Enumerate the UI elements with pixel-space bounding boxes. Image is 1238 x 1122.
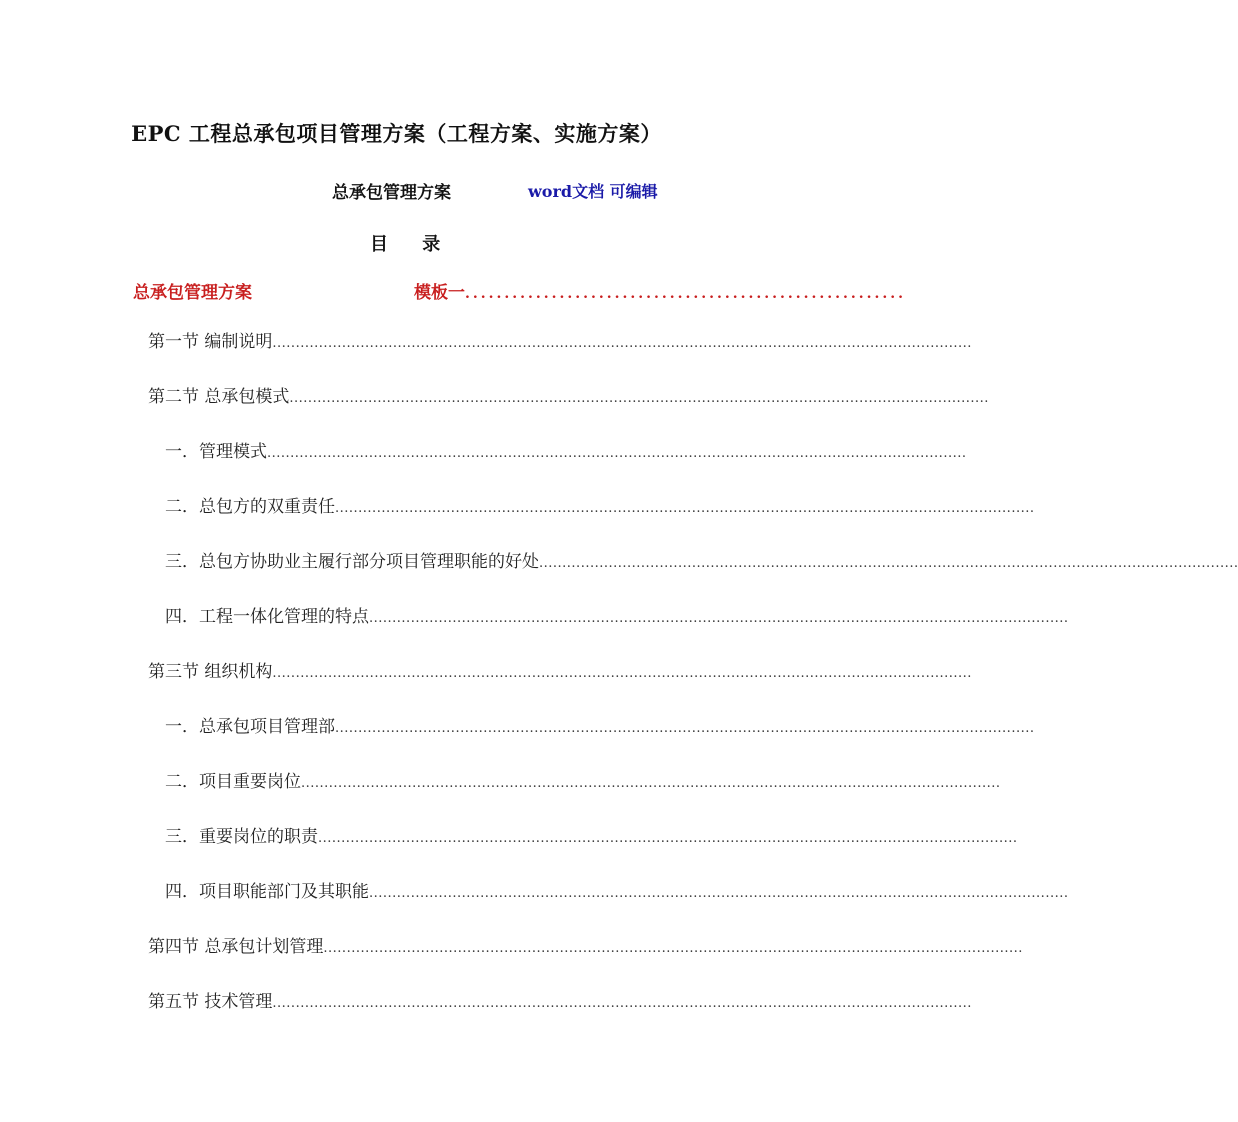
editable-word-tag: word文档 可编辑: [528, 182, 658, 201]
toc-entry-label: 一．总承包项目管理部: [165, 717, 335, 737]
toc-leader-dots: .......................................................................................................................................................: [335, 501, 1035, 516]
toc-leader-dots: .......................................................................................................................................................: [289, 391, 989, 406]
toc-leader-dots: .......................................................................................................................................................: [267, 446, 967, 461]
toc-entry-label: 四．项目职能部门及其职能: [165, 882, 369, 902]
toc-leader-dots: .......................................................................................................................................................: [272, 336, 972, 351]
toc-leader-dots: .......................................................................................................................................................: [301, 776, 1001, 791]
toc-entry[interactable]: [165, 712, 1035, 737]
toc-entry-label: 第五节 技术管理: [148, 992, 273, 1012]
toc-leader-dots: .......................................................................................................................................................: [369, 611, 1069, 626]
toc-entry[interactable]: [165, 822, 1018, 847]
toc-leader-dots: .......................................................................................................................................................: [369, 886, 1069, 901]
toc-entry-label: 第一节 编制说明: [148, 332, 273, 352]
toc-leader-dots: .......................................................................................................................................................: [335, 721, 1035, 736]
toc-entry-label: 第三节 组织机构: [148, 662, 273, 682]
toc-entry-label: 四．工程一体化管理的特点: [165, 607, 369, 627]
toc-entry[interactable]: [148, 987, 972, 1012]
toc-entry-label: 第二节 总承包模式: [148, 387, 290, 407]
toc-entry[interactable]: [148, 657, 972, 682]
toc-entry[interactable]: [165, 437, 967, 462]
toc-leader-dots: .......................................................................................................................................................: [323, 941, 1023, 956]
toc-entry-label: 二．总包方的双重责任: [165, 497, 335, 517]
toc-entry-label: 一．管理模式: [165, 442, 267, 462]
toc-leader-dots: .......................................................................................................................................................: [318, 831, 1018, 846]
toc-entry-label: 二．项目重要岗位: [165, 772, 301, 792]
toc-leader-dots: .......................................................................................................................................................: [272, 666, 972, 681]
toc-entry[interactable]: [165, 877, 1069, 902]
document-subtitle: 总承包管理方案: [332, 183, 451, 203]
toc-entry[interactable]: [148, 382, 989, 407]
toc-entry[interactable]: [148, 327, 972, 352]
toc-leader-dots: .......................................................................................................................................................: [539, 556, 1238, 571]
toc-entry-label: 三．重要岗位的职责: [165, 827, 318, 847]
toc-entry[interactable]: [165, 492, 1035, 517]
document-title: EPC 工程总承包项目管理方案（工程方案、实施方案）: [131, 121, 662, 146]
template-entry: [414, 278, 906, 303]
toc-heading: 目 录: [370, 234, 455, 255]
toc-leader-dots: .......................................................................................................................................................: [272, 996, 972, 1011]
toc-entry[interactable]: [165, 602, 1069, 627]
toc-entry-label: 三．总包方协助业主履行部分项目管理职能的好处: [165, 552, 539, 572]
template-leader-dots: ........................................................: [465, 286, 906, 302]
template-name: 模板一: [414, 283, 465, 303]
toc-entry[interactable]: [148, 932, 1023, 957]
template-label: 总承包管理方案: [133, 283, 252, 303]
toc-entry[interactable]: [165, 767, 1001, 792]
toc-entry-label: 第四节 总承包计划管理: [148, 937, 324, 957]
toc-entry[interactable]: [165, 547, 1238, 572]
